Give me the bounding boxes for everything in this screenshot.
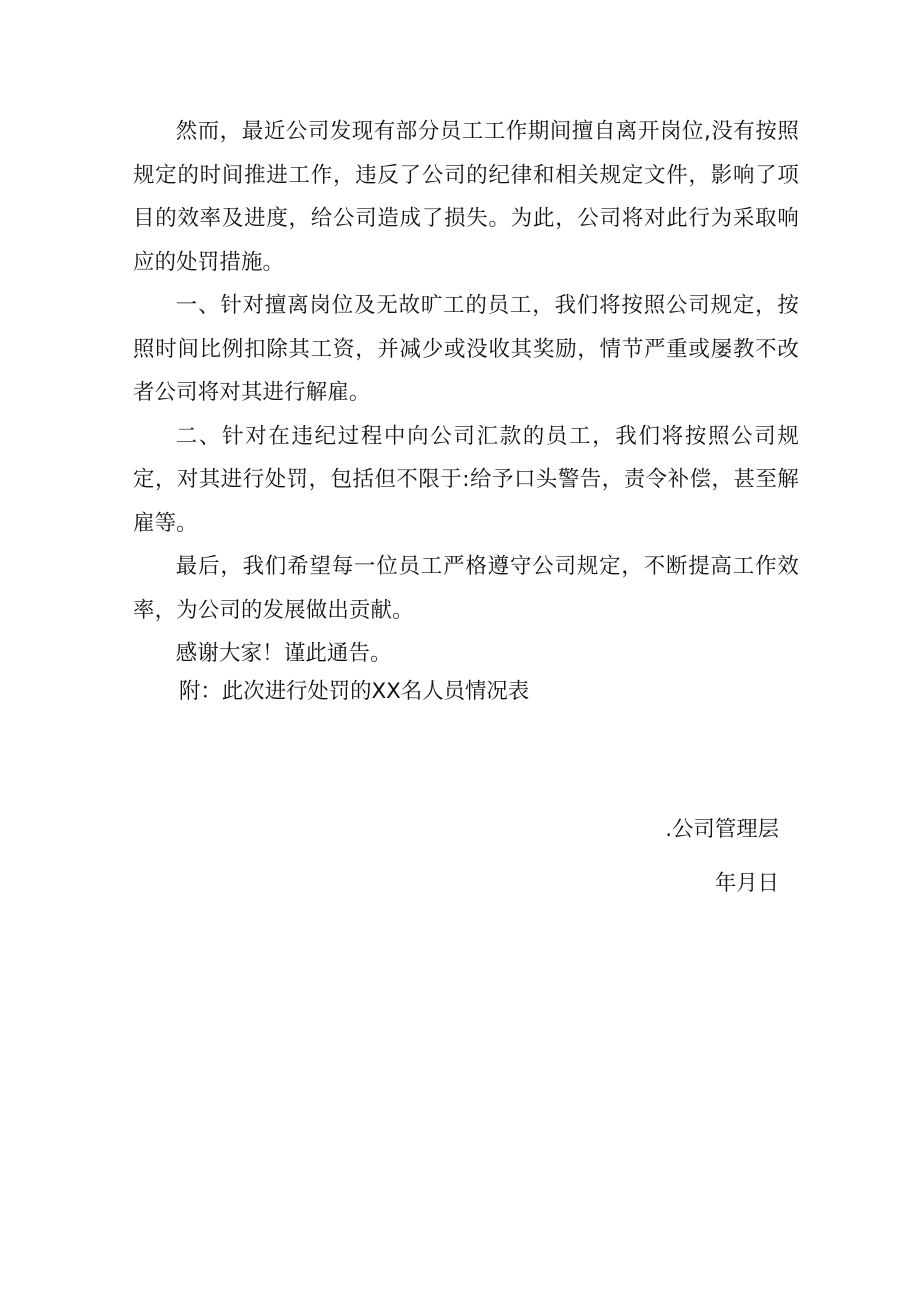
paragraph-closing: 最后，我们希望每一位员工严格遵守公司规定，不断提高工作效率，为公司的发展做出贡献。: [133, 554, 799, 623]
paragraph-thanks: 感谢大家！谨此通告。: [175, 641, 392, 666]
notice-body: [133, 110, 799, 676]
paragraph-intro: 然而，最近公司发现有部分员工工作期间擅自离开岗位,没有按照规定的时间推进工作，违反了公司的纪律和相关规定文件，影响了项目的效率及进度，给公司造成了损失。为此，公司将对此行为采取响应的处罚措施。: [133, 119, 799, 275]
signature-date: 年月日: [714, 871, 779, 896]
attachment-note: 附：此次进行处罚的XX名人员情况表: [179, 679, 530, 704]
paragraph-item-two: 二、针对在违纪过程中向公司汇款的员工，我们将按照公司规定，对其进行处罚，包括但不限于:给予口头警告，责令补偿，甚至解雇等。: [133, 423, 799, 536]
paragraph-item-one: 一、针对擅离岗位及无故旷工的员工，我们将按照公司规定，按照时间比例扣除其工资，并减少或没收其奖励，情节严重或屡教不改者公司将对其进行解雇。: [133, 293, 799, 405]
signature-organization: .公司管理层: [665, 817, 779, 842]
